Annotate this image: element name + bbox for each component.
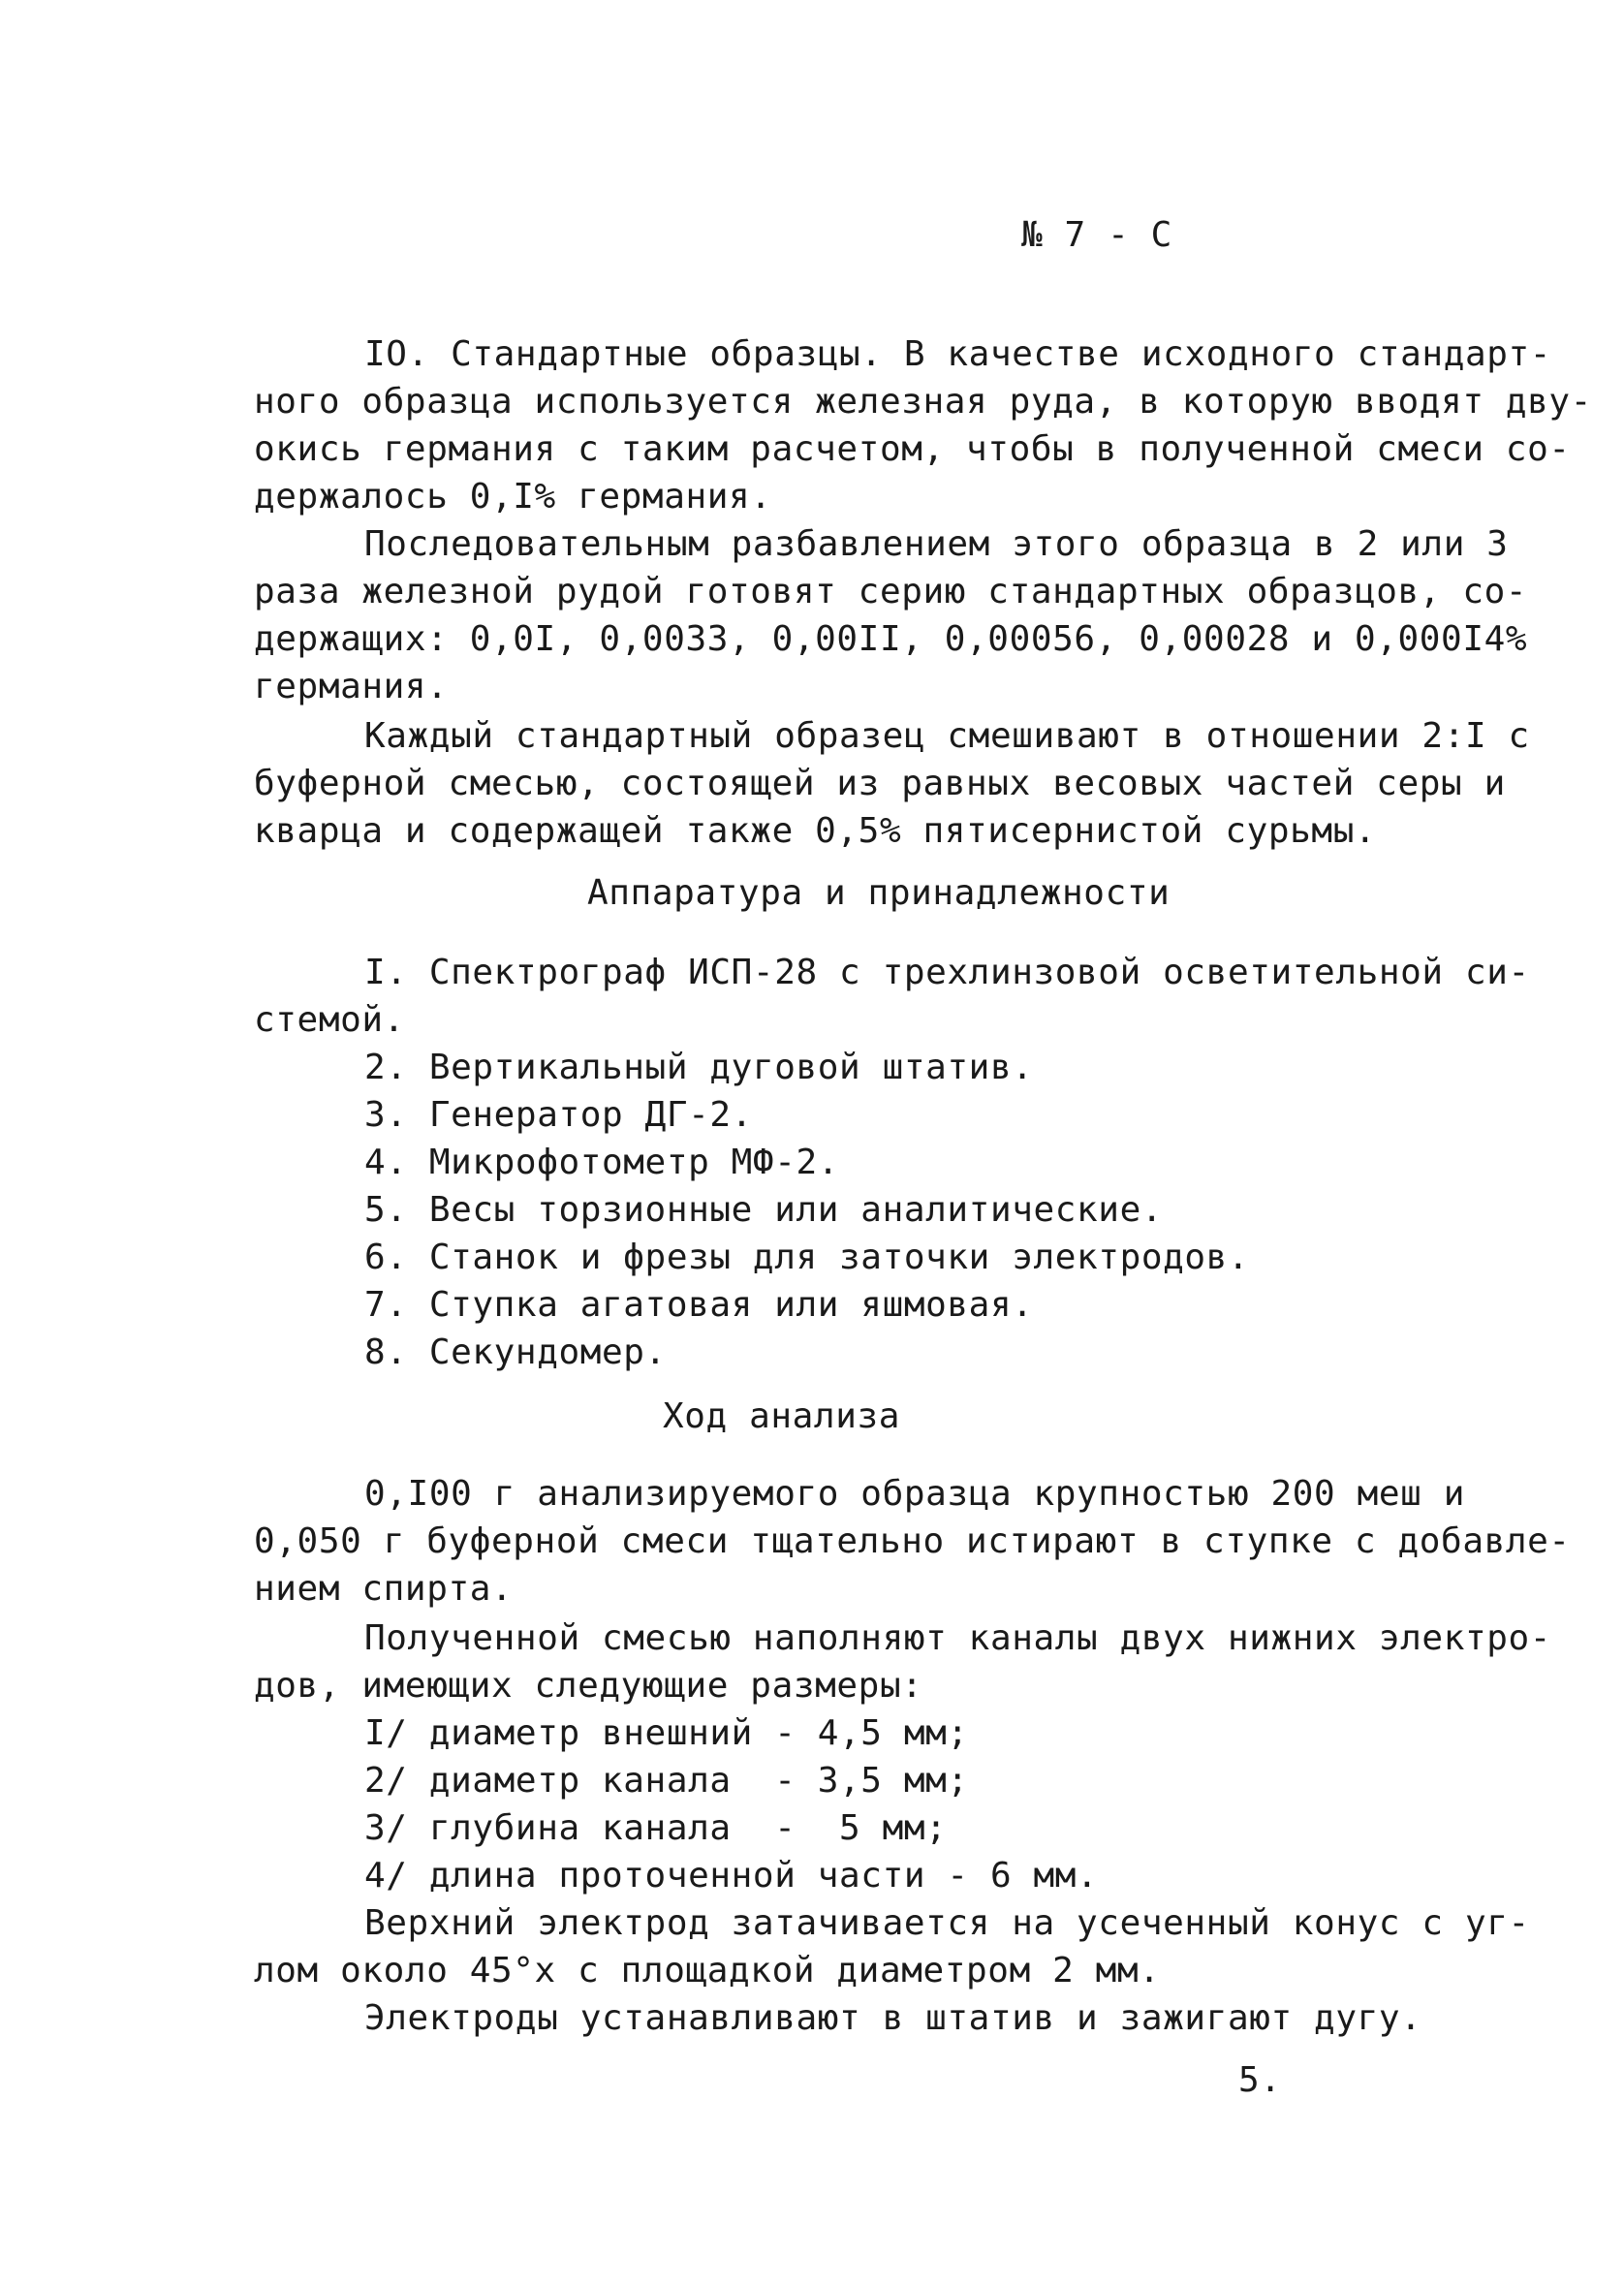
paragraph-line: Полученной смесью наполняют каналы двух нижних электро- [364, 1618, 1552, 1658]
doc-number: № 7 - С [1021, 215, 1172, 255]
paragraph-line: 0,050 г буферной смеси тщательно истирают в ступке с добавле- [254, 1521, 1571, 1561]
list-item: 8. Секундомер. [364, 1332, 667, 1372]
list-item: 3. Генератор ДГ-2. [364, 1095, 753, 1135]
section-heading: Ход анализа [663, 1396, 901, 1436]
paragraph-line: окись германия с таким расчетом, чтобы в полученной смеси со- [254, 429, 1571, 469]
list-item: стемой. [254, 1000, 405, 1040]
dimension-item: 2/ диаметр канала - 3,5 мм; [364, 1761, 969, 1801]
paragraph-line: ного образца используется железная руда, в которую вводят дву- [254, 382, 1592, 422]
dimension-item: 4/ длина проточенной части - 6 мм. [364, 1856, 1099, 1896]
paragraph-line: Верхний электрод затачивается на усеченный конус с уг- [364, 1903, 1530, 1943]
paragraph-line: нием спирта. [254, 1569, 514, 1609]
dimension-item: 3/ глубина канала - 5 мм; [364, 1808, 948, 1848]
list-item: 4. Микрофотометр МФ-2. [364, 1143, 840, 1182]
paragraph-line: кварца и содержащей также 0,5% пятисернистой сурьмы. [254, 811, 1377, 851]
paragraph-line: дов, имеющих следующие размеры: [254, 1666, 923, 1706]
paragraph-line: Каждый стандартный образец смешивают в отношении 2:I с [364, 716, 1530, 756]
paragraph-line: Электроды устанавливают в штатив и зажигают дугу. [364, 1998, 1422, 2038]
paragraph-line: держалось 0,I% германия. [254, 477, 772, 517]
paragraph-line: 0,I00 г анализируемого образца крупностью 200 меш и [364, 1474, 1465, 1514]
paragraph-line: лом около 45°х с площадкой диаметром 2 мм. [254, 1951, 1161, 1990]
section-heading: Аппаратура и принадлежности [587, 873, 1171, 913]
list-item: 7. Ступка агатовая или яшмовая. [364, 1285, 1034, 1325]
paragraph-line: буферной смесью, состоящей из равных весовых частей серы и [254, 764, 1506, 803]
list-item: 5. Весы торзионные или аналитические. [364, 1190, 1164, 1230]
paragraph-line: Последовательным разбавлением этого образца в 2 или 3 [364, 524, 1509, 564]
list-item: 6. Станок и фрезы для заточки электродов. [364, 1238, 1250, 1277]
paragraph-line: раза железной рудой готовят серию стандартных образцов, со- [254, 572, 1528, 611]
list-item: 2. Вертикальный дуговой штатив. [364, 1048, 1034, 1087]
paragraph-line: держащих: 0,0I, 0,0033, 0,00II, 0,00056, 0,00028 и 0,000I4% [254, 619, 1528, 659]
paragraph-line: IO. Стандартные образцы. В качестве исходного стандарт- [364, 334, 1552, 374]
dimension-item: I/ диаметр внешний - 4,5 мм; [364, 1713, 969, 1753]
paragraph-line: германия. [254, 667, 449, 706]
list-item: I. Спектрограф ИСП-28 с трехлинзовой осветительной си- [364, 953, 1530, 992]
page-number: 5. [1238, 2060, 1282, 2100]
